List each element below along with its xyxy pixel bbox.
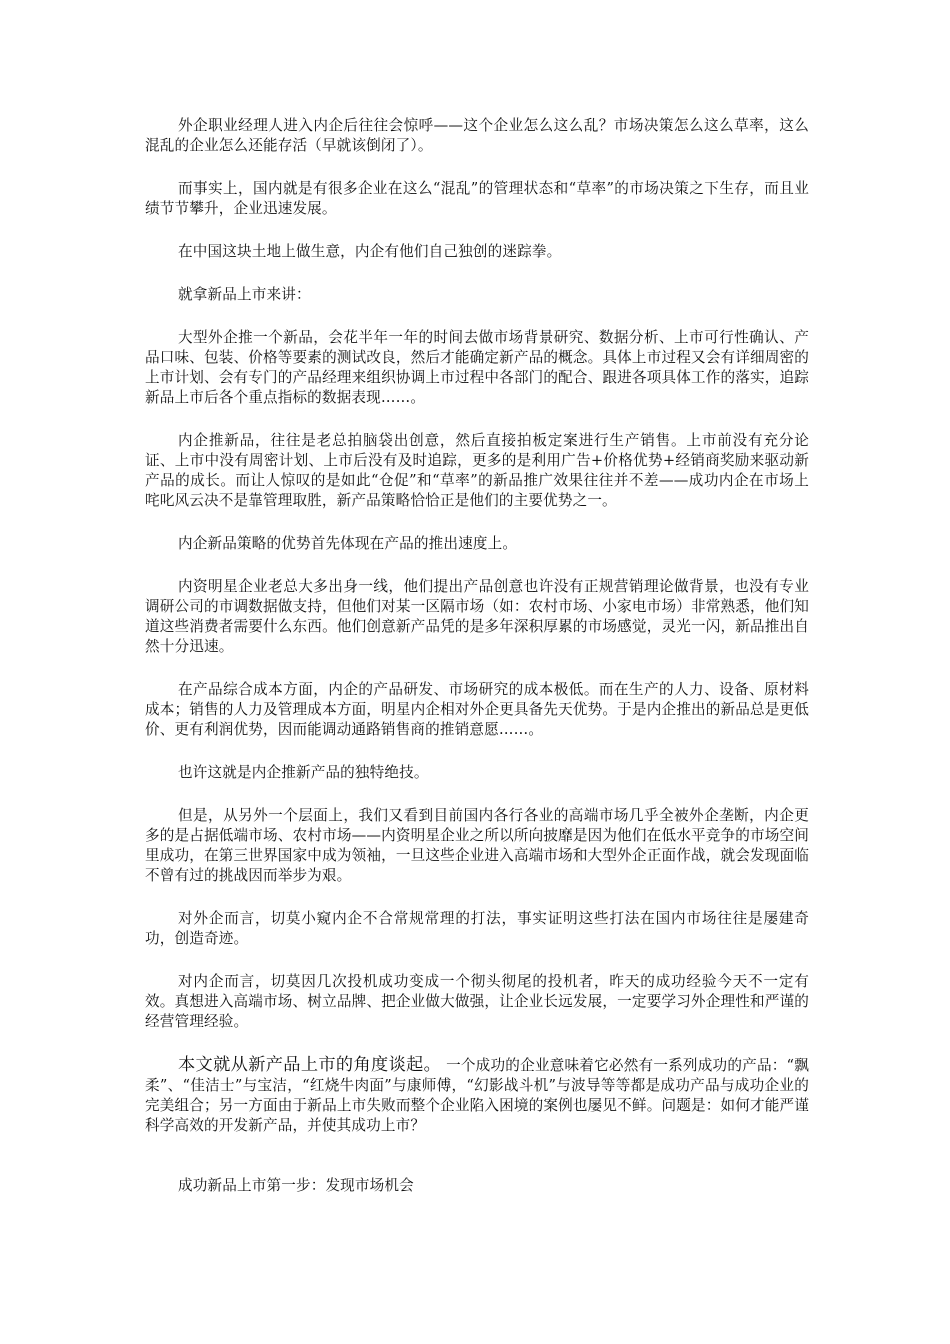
section-heading: 成功新品上市第一步：发现市场机会 [178, 1177, 414, 1194]
paragraph-13: 对内企而言，切莫因几次投机成功变成一个彻头彻尾的投机者，昨天的成功经验今天不一定有效。真想进入高端市场、树立品牌、把企业做大做强，让企业长远发展，一定要学习外企理性和严谨的经营管理经验。 [145, 973, 809, 1030]
paragraph-11: 但是，从另外一个层面上，我们又看到目前国内各行各业的高端市场几乎全被外企垄断，内企更多的是占据低端市场、农村市场——内资明星企业之所以所向披靡是因为他们在低水平竞争的市场空间里成功，在第三世界国家中成为领袖，一旦这些企业进入高端市场和大型外企正面作战，就会发现面临不曾有过的挑战因而举步为艰。 [145, 807, 809, 884]
paragraph-10: 也许这就是内企推新产品的独特绝技。 [178, 764, 429, 781]
paragraph-8: 内资明星企业老总大多出身一线，他们提出产品创意也许没有正规营销理论做背景，也没有专业调研公司的市调数据做支持，但他们对某一区隔市场（如：农村市场、小家电市场）非常熟悉，他们知道这些消费者需要什么东西。他们创意新产品凭的是多年深积厚累的市场感觉，灵光一闪，新品推出自然十分迅速。 [145, 578, 809, 655]
paragraph-7: 内企新品策略的优势首先体现在产品的推出速度上。 [178, 535, 518, 552]
paragraph-5: 大型外企推一个新品，会花半年一年的时间去做市场背景研究、数据分析、上市可行性确认、产品口味、包装、价格等要素的测试改良，然后才能确定新产品的概念。具体上市过程又会有详细周密的上市计划、会有专门的产品经理来组织协调上市过程中各部门的配合、跟进各项具体工作的落实，追踪新品上市后各个重点指标的数据表现……。 [145, 329, 809, 406]
closing-lead-text: 本文就从新产品上市的角度谈起。 [178, 1055, 442, 1075]
paragraph-2: 而事实上，国内就是有很多企业在这么“混乱”的管理状态和“草率”的市场决策之下生存，而且业绩节节攀升，企业迅速发展。 [145, 180, 809, 217]
paragraph-1: 外企职业经理人进入内企后往往会惊呼——这个企业怎么这么乱？市场决策怎么这么草率，这么混乱的企业怎么还能存活（早就该倒闭了）。 [145, 117, 809, 154]
paragraph-9: 在产品综合成本方面，内企的产品研发、市场研究的成本极低。而在生产的人力、设备、原材料成本；销售的人力及管理成本方面，明星内企相对外企更具备先天优势。于是内企推出的新品总是更低价、更有利润优势，因而能调动通路销售商的推销意愿……。 [145, 681, 809, 738]
paragraph-12: 对外企而言，切莫小窥内企不合常规常理的打法，事实证明这些打法在国内市场往往是屡建奇功，创造奇迹。 [145, 910, 809, 947]
document-page [145, 116, 809, 1219]
closing-paragraph [145, 1055, 809, 1136]
closing-body-text: 一个成功的企业意味着它必然有一系列成功的产品：“飘柔”、“佳洁士”与宝洁，“红烧牛肉面”与康师傅，“幻影战斗机”与波导等等都是成功产品与成功企业的完美组合；另一方面由于新品上市失败而整个企业陷入困境的案例也屡见不鲜。问题是：如何才能严谨科学高效的开发新产品，并使其成功上市？ [145, 1057, 809, 1134]
paragraph-4: 就拿新品上市来讲： [178, 286, 311, 303]
paragraph-3: 在中国这块土地上做生意，内企有他们自己独创的迷踪拳。 [178, 243, 562, 260]
paragraph-6: 内企推新品，往往是老总拍脑袋出创意，然后直接拍板定案进行生产销售。上市前没有充分论证、上市中没有周密计划、上市后没有及时追踪，更多的是利用广告+价格优势+经销商奖励来驱动新产品的成长。而让人惊叹的是如此“仓促”和“草率”的新品推广效果往往并不差——成功内企在市场上咤叱风云决不是靠管理取胜，新产品策略恰恰正是他们的主要优势之一。 [145, 432, 809, 509]
